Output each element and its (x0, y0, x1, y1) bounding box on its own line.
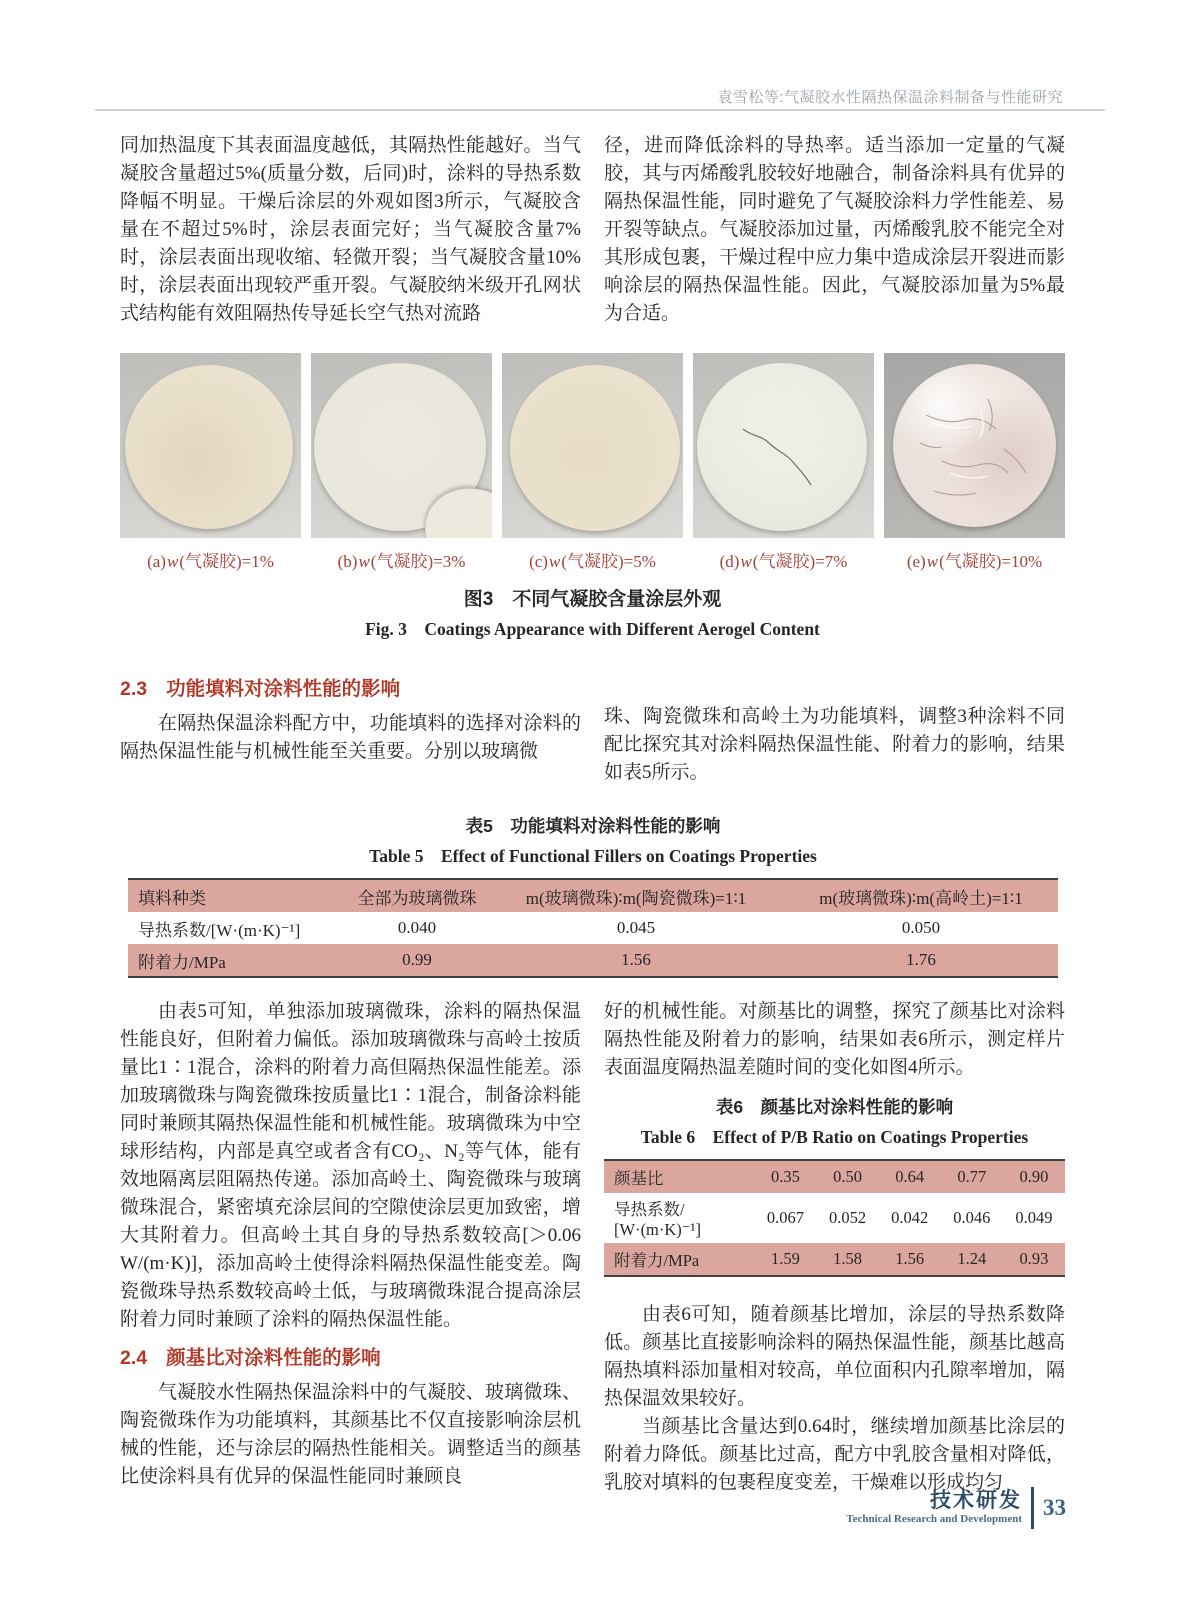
coating-disc-c (510, 365, 680, 531)
coating-disc-a (125, 365, 293, 529)
section-2-4-heading: 2.4 颜基比对涂料性能的影响 (120, 1347, 381, 1369)
figure-caption-e: (e)w(气凝胶)=10% (906, 552, 1043, 571)
figure-caption-c: (c)w(气凝胶)=5% (529, 552, 656, 571)
body-paragraph: 气凝胶水性隔热保温涂料中的气凝胶、玻璃微珠、陶瓷微珠作为功能填料，其颜基比不仅直接影响涂层机械的性能，还与涂层的隔热性能相关。调整适当的颜基比使涂料具有优异的保温性能同时兼顾良 (120, 1382, 581, 1487)
table6-block (604, 1094, 1065, 1277)
body-paragraph: 当颜基比含量达到0.64时，继续增加颜基比涂层的附着力降低。颜基比过高，配方中乳胶含量相对降低，乳胶对填料的包裹程度变差，干燥难以形成均匀 (604, 1416, 1065, 1493)
footer-section (846, 1490, 1031, 1526)
right-column (604, 998, 1065, 1497)
body-paragraph: 同加热温度下其表面温度越低，其隔热性能越好。当气凝胶含量超过5%(质量分数，后同)时，涂料的导热系数降幅不明显。干燥后涂层的外观如图3所示，气凝胶含量在不超过5%时，涂层表面完好；当气凝胶含量7%时，涂层表面出现收缩、轻微开裂；当气凝胶含量10%时，涂层表面出现较严重开裂。气凝胶纳米级开孔网状式结构能有效阻隔热传导延长空气热对流路 (120, 135, 581, 324)
table6-title-en: Table 6 Effect of P/B Ratio on Coatings Properties (640, 1127, 1029, 1147)
table6-row-conductivity: 导热系数/ [W·(m·K)⁻¹] 0.067 0.052 0.042 0.046 0.049 (604, 1193, 1065, 1243)
body-paragraph: 径，进而降低涂料的导热率。适当添加一定量的气凝胶，其与丙烯酸乳胶较好地融合，制备涂料具有优异的隔热保温性能，同时避免了气凝胶涂料力学性能差、易开裂等缺点。气凝胶添加过量，丙烯酸乳胶不能完全对其形成包裹，干燥过程中应力集中造成涂层开裂进而影响涂层的隔热保温性能。因此，气凝胶添加量为5%最为合适。 (604, 135, 1065, 324)
crack-line (693, 353, 874, 538)
figure3-title-en: Fig. 3 Coatings Appearance with Different Aerogel Content (365, 619, 820, 639)
table6-row-adhesion: 附着力/MPa 1.59 1.58 1.56 1.24 0.93 (604, 1243, 1065, 1276)
table6-title-zh: 表6 颜基比对涂料性能的影响 (715, 1097, 954, 1117)
table5-block (128, 813, 1058, 978)
body-paragraph: 珠、陶瓷微珠和高岭土为功能填料，调整3种涂料不同配比探究其对涂料隔热保温性能、附着力的影响，结果如表5所示。 (604, 706, 1065, 783)
coating-photo-a (120, 353, 301, 538)
footer-section-zh: 技术研发 (930, 1489, 1022, 1512)
footer-section-en: Technical Research and Development (846, 1513, 1022, 1525)
figure3-title-zh: 图3 不同气凝胶含量涂层外观 (463, 589, 722, 610)
coating-photo-e (884, 353, 1065, 538)
header-rule (95, 109, 1105, 111)
section-2-3-heading: 2.3 功能填料对涂料性能的影响 (120, 678, 401, 700)
right-column (604, 659, 1065, 787)
table5-title-en: Table 5 Effect of Functional Fillers on Coatings Properties (369, 846, 817, 866)
figure-caption-d: (d)w(气凝胶)=7% (719, 552, 848, 571)
table6 (604, 1159, 1065, 1277)
left-column (120, 998, 581, 1497)
intro-columns (120, 132, 1065, 328)
running-head-title: 袁雪松等:气凝胶水性隔热保温涂料制备与性能研究 (717, 89, 1063, 106)
body-paragraph: 在隔热保温涂料配方中，功能填料的选择对涂料的隔热保温性能与机械性能至关重要。分别以玻璃微 (120, 713, 581, 762)
table5-row-conductivity: 导热系数/[W·(m·K)⁻¹] 0.040 0.045 0.050 (138, 918, 941, 940)
figure3-block (120, 353, 1065, 641)
coating-photo-d (693, 353, 874, 538)
table5-row-adhesion: 附着力/MPa 0.99 1.56 1.76 (128, 944, 1058, 977)
left-column (120, 659, 581, 787)
figure3-photos (120, 353, 1065, 538)
table5-header-row: 填料种类 全部为玻璃微珠 m(玻璃微珠)∶m(陶瓷微珠)=1∶1 m(玻璃微珠)∶m(高岭土)=1∶1 (128, 879, 1058, 912)
section-2-3-columns (120, 659, 1065, 787)
figure-caption-b: (b)w(气凝胶)=3% (337, 552, 466, 571)
lower-columns (120, 998, 1065, 1497)
body-paragraph: 由表6可知，随着颜基比增加，涂层的导热系数降低。颜基比直接影响涂料的隔热保温性能，颜基比越高隔热填料添加量相对较高，单位面积内孔隙率增加，隔热保温效果较好。 (604, 1304, 1065, 1409)
body-paragraph: 由表5可知，单独添加玻璃微珠，涂料的隔热保温性能良好，但附着力偏低。添加玻璃微珠与高岭土按质量比1∶1混合，涂料的附着力高但隔热保温性能差。添加玻璃微珠与陶瓷微珠按质量比1∶1混合，制备涂料能同时兼顾其隔热保温性能和机械性能。玻璃微珠为中空球形结构，内部是真空或者含有CO₂、N₂等气体，能有效地隔离层阻隔热传递。添加高岭土、陶瓷微珠与玻璃微珠混合，紧密填充涂层间的空隙使涂层更加致密，增大其附着力。但高岭土其自身的导热系数较高[＞0.06 W/(m·K)]，添加高岭土使得涂料隔热保温性能变差。陶瓷微珠导热系数较高岭土低，与玻璃微珠混合提高涂层附着力同时兼顾了涂料的隔热保温性能。 (120, 1001, 581, 1330)
figure-caption-a: (a)w(气凝胶)=1% (147, 552, 274, 571)
body-paragraph: 好的机械性能。对颜基比的调整，探究了颜基比对涂料隔热性能及附着力的影响，结果如表6所示，测定样片表面温度隔热温差随时间的变化如图4所示。 (604, 1001, 1065, 1078)
table6-row-pb-ratio: 颜基比 0.35 0.50 0.64 0.77 0.90 (604, 1160, 1065, 1193)
page-number: 33 (1043, 1495, 1066, 1520)
table5 (128, 878, 1058, 978)
coating-photo-b (311, 353, 492, 538)
page-content (120, 132, 1065, 1497)
left-column (120, 132, 581, 328)
figure3-captions (120, 547, 1065, 572)
page-footer (846, 1487, 1066, 1529)
texture-cracks (884, 353, 1065, 538)
table6-conductivity-label: 导热系数/ [W·(m·K)⁻¹] (614, 1200, 701, 1239)
table5-title-zh: 表5 功能填料对涂料性能的影响 (465, 816, 721, 836)
right-column (604, 132, 1065, 328)
coating-photo-c (502, 353, 683, 538)
